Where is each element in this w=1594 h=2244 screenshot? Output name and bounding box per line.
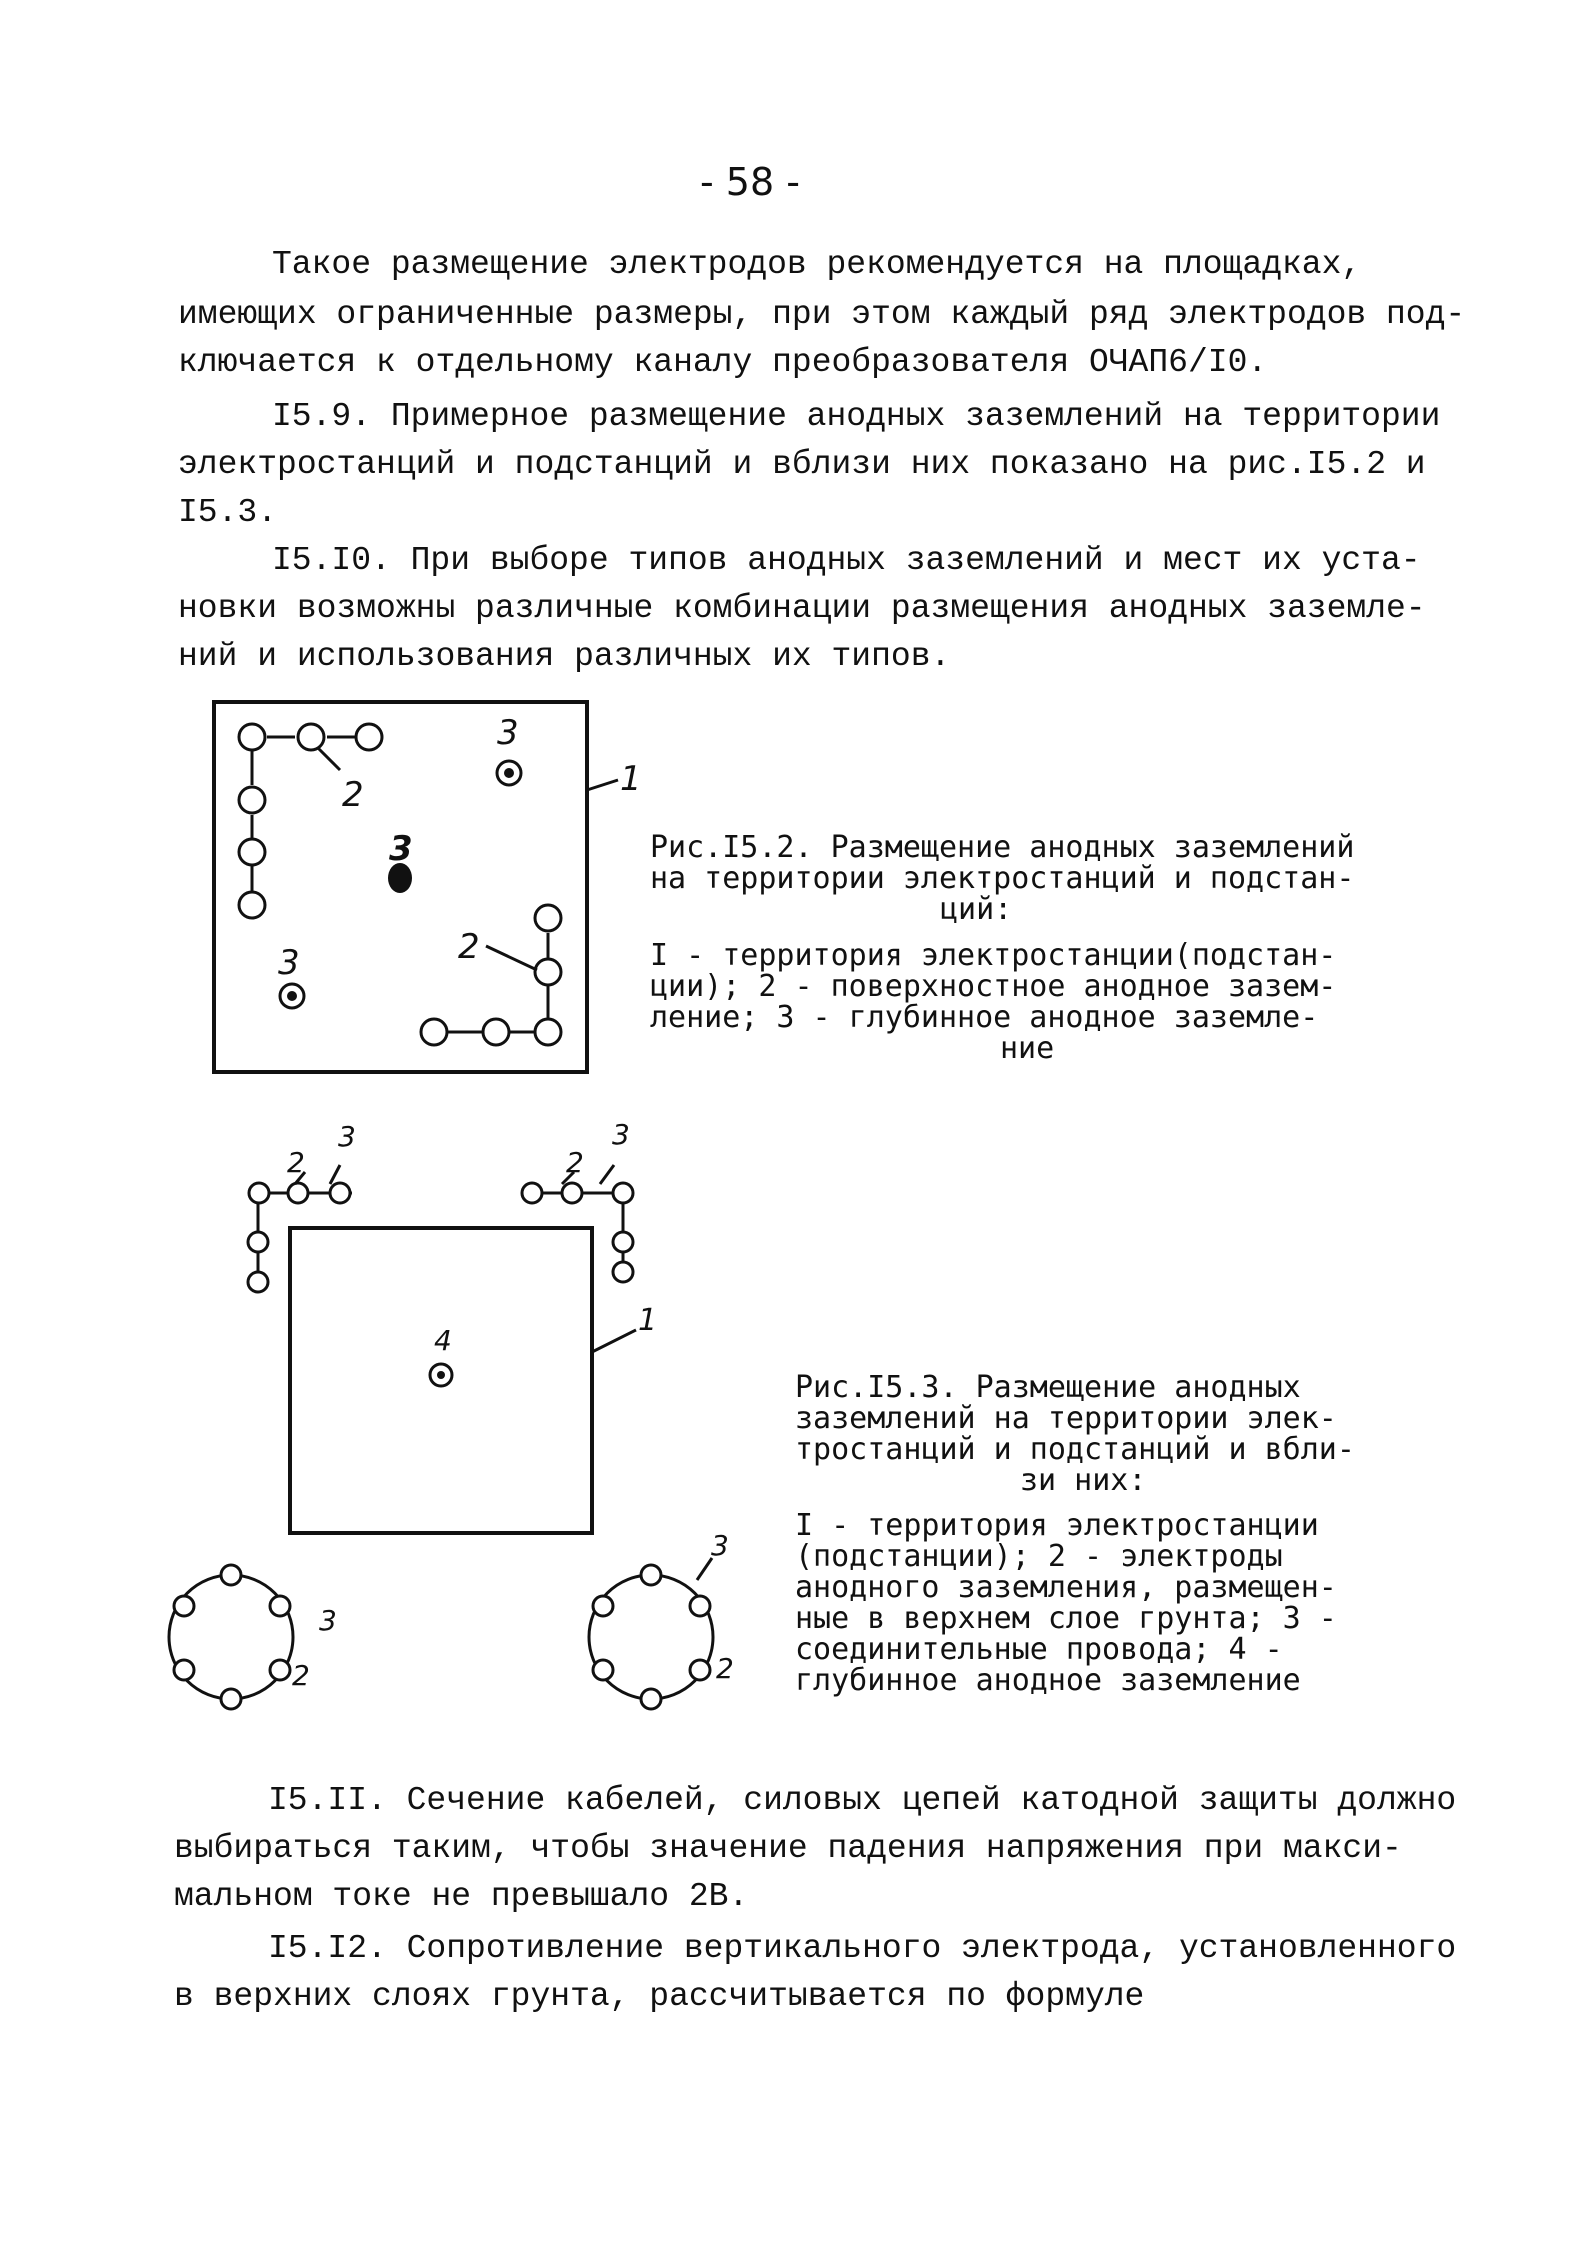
fig3-legend-line-4: ные в верхнем слое грунта; 3 -	[795, 1601, 1337, 1636]
fig3-electrode	[330, 1183, 350, 1203]
fig3-leader-3-right	[697, 1558, 712, 1580]
para-15-12-line-1: I5.I2. Сопротивление вертикального электрода, установленного	[268, 1930, 1457, 1967]
fig2-electrode	[239, 892, 265, 918]
fig3-territory-rect	[290, 1228, 592, 1533]
fig2-electrode	[356, 724, 382, 750]
fig2-legend-line-4: ние	[1000, 1031, 1055, 1066]
para-15-9-line-3: I5.3.	[178, 494, 278, 531]
fig3-caption-line-1: Рис.I5.3. Размещение анодных	[795, 1370, 1301, 1405]
fig3-electrode	[641, 1565, 661, 1585]
fig3-electrode	[562, 1183, 582, 1203]
fig2-label-3a: 3	[497, 713, 519, 753]
fig2-electrode	[535, 1019, 561, 1045]
fig3-electrode	[221, 1689, 241, 1709]
page-number: - 58 -	[700, 160, 800, 204]
fig2-caption-line-2: на территории электростанций и подстан-	[650, 861, 1355, 896]
fig3-electrode	[613, 1232, 633, 1252]
fig2-electrode	[483, 1019, 509, 1045]
fig3-label-3-topleft: 3	[338, 1120, 356, 1153]
fig3-electrode	[593, 1660, 613, 1680]
fig2-legend-line-3: ление; 3 - глубинное анодное заземле-	[650, 1000, 1319, 1035]
fig3-label-1: 1	[638, 1303, 658, 1338]
fig3-legend-line-6: глубинное анодное заземление	[795, 1663, 1301, 1698]
fig3-label-3-topright: 3	[612, 1118, 630, 1151]
fig3-caption-line-3: тростанций и подстанций и вбли-	[795, 1432, 1355, 1467]
fig3-electrode	[613, 1262, 633, 1282]
fig3-legend-line-5: соединительные провода; 4 -	[795, 1632, 1283, 1667]
para-15-9-line-2: электростанций и подстанций и вблизи них показано на рис.I5.2 и	[178, 446, 1426, 483]
fig3-electrode	[690, 1596, 710, 1616]
fig2-electrode	[421, 1019, 447, 1045]
fig3-electrode	[288, 1183, 308, 1203]
para-15-11-line-2: выбираться таким, чтобы значение падения напряжения при макси-	[174, 1830, 1402, 1867]
fig2-electrode	[298, 724, 324, 750]
fig3-label-2-topleft: 2	[287, 1146, 305, 1179]
fig3-electrode	[270, 1660, 290, 1680]
fig2-electrode	[239, 724, 265, 750]
fig2-label-2a: 2	[342, 775, 364, 815]
fig2-leader-1	[587, 780, 618, 790]
fig3-connector-topleft	[258, 1165, 352, 1272]
fig2-leader-2a	[318, 748, 340, 770]
para-15-11-line-3: мальном токе не превышало 2В.	[174, 1878, 749, 1915]
fig3-electrode	[522, 1183, 542, 1203]
fig3-legend-line-3: анодного заземления, размещен-	[795, 1570, 1337, 1605]
fig2-leader-2b	[486, 946, 537, 970]
fig3-label-2-ringleft: 2	[292, 1659, 310, 1692]
para-15-10-line-2: новки возможны различные комбинации размещения анодных заземле-	[178, 590, 1426, 627]
fig3-electrode	[248, 1232, 268, 1252]
fig3-electrode	[174, 1660, 194, 1680]
fig2-electrode	[535, 959, 561, 985]
fig2-label-1: 1	[620, 759, 642, 799]
fig3-caption-line-4: зи них:	[1020, 1463, 1147, 1498]
fig3-leader-1	[592, 1330, 636, 1352]
fig3-connector-topright	[542, 1165, 623, 1262]
fig2-label-3b: 3	[389, 829, 413, 869]
fig3-label-3-ringleft: 3	[319, 1604, 337, 1637]
fig2-label-3c: 3	[278, 943, 300, 983]
fig3-legend-line-2: (подстанции); 2 - электроды	[795, 1539, 1283, 1574]
para-15-12-line-2: в верхних слоях грунта, рассчитывается по формуле	[174, 1978, 1145, 2015]
fig3-legend-line-1: I - территория электростанции	[795, 1508, 1319, 1543]
para1-line-1: Такое размещение электродов рекомендуется на площадках,	[272, 246, 1362, 283]
fig3-electrode	[613, 1183, 633, 1203]
fig2-electrode	[239, 839, 265, 865]
fig3-electrode	[593, 1596, 613, 1616]
fig3-electrode	[641, 1689, 661, 1709]
fig3-electrode	[248, 1272, 268, 1292]
fig3-label-4: 4	[434, 1324, 452, 1357]
para-15-9-line-1: I5.9. Примерное размещение анодных заземлений на территории	[272, 398, 1441, 435]
fig3-electrode	[221, 1565, 241, 1585]
fig2-electrode	[535, 905, 561, 931]
fig2-legend-line-1: I - территория электростанции(подстан-	[650, 938, 1337, 973]
fig2-caption-line-3: ций:	[940, 892, 1013, 927]
fig3-label-3-ringright: 3	[711, 1529, 729, 1562]
fig3-electrode	[690, 1660, 710, 1680]
para-15-10-line-3: ний и использования различных их типов.	[178, 638, 951, 675]
fig3-electrode	[174, 1596, 194, 1616]
para-15-10-line-1: I5.I0. При выборе типов анодных заземлений и мест их уста-	[272, 542, 1421, 579]
fig3-label-2-ringright: 2	[716, 1652, 734, 1685]
para-15-11-line-1: I5.II. Сечение кабелей, силовых цепей катодной защиты должно	[268, 1782, 1457, 1819]
fig3-electrode	[249, 1183, 269, 1203]
para1-line-2: имеющих ограниченные размеры, при этом каждый ряд электродов под-	[178, 296, 1466, 333]
fig3-caption-line-2: заземлений на территории элек-	[795, 1401, 1337, 1436]
fig3-electrode	[270, 1596, 290, 1616]
para1-line-3: ключается к отдельному каналу преобразователя ОЧАП6/I0.	[178, 344, 1268, 381]
fig2-connector-topleft	[252, 737, 356, 892]
fig2-caption-line-1: Рис.I5.2. Размещение анодных заземлений	[650, 830, 1355, 865]
fig2-legend-line-2: ции); 2 - поверхностное анодное зазем-	[650, 969, 1337, 1004]
fig2-electrode	[239, 787, 265, 813]
fig3-label-2-topright: 2	[566, 1146, 584, 1179]
fig2-label-2b: 2	[458, 927, 480, 967]
